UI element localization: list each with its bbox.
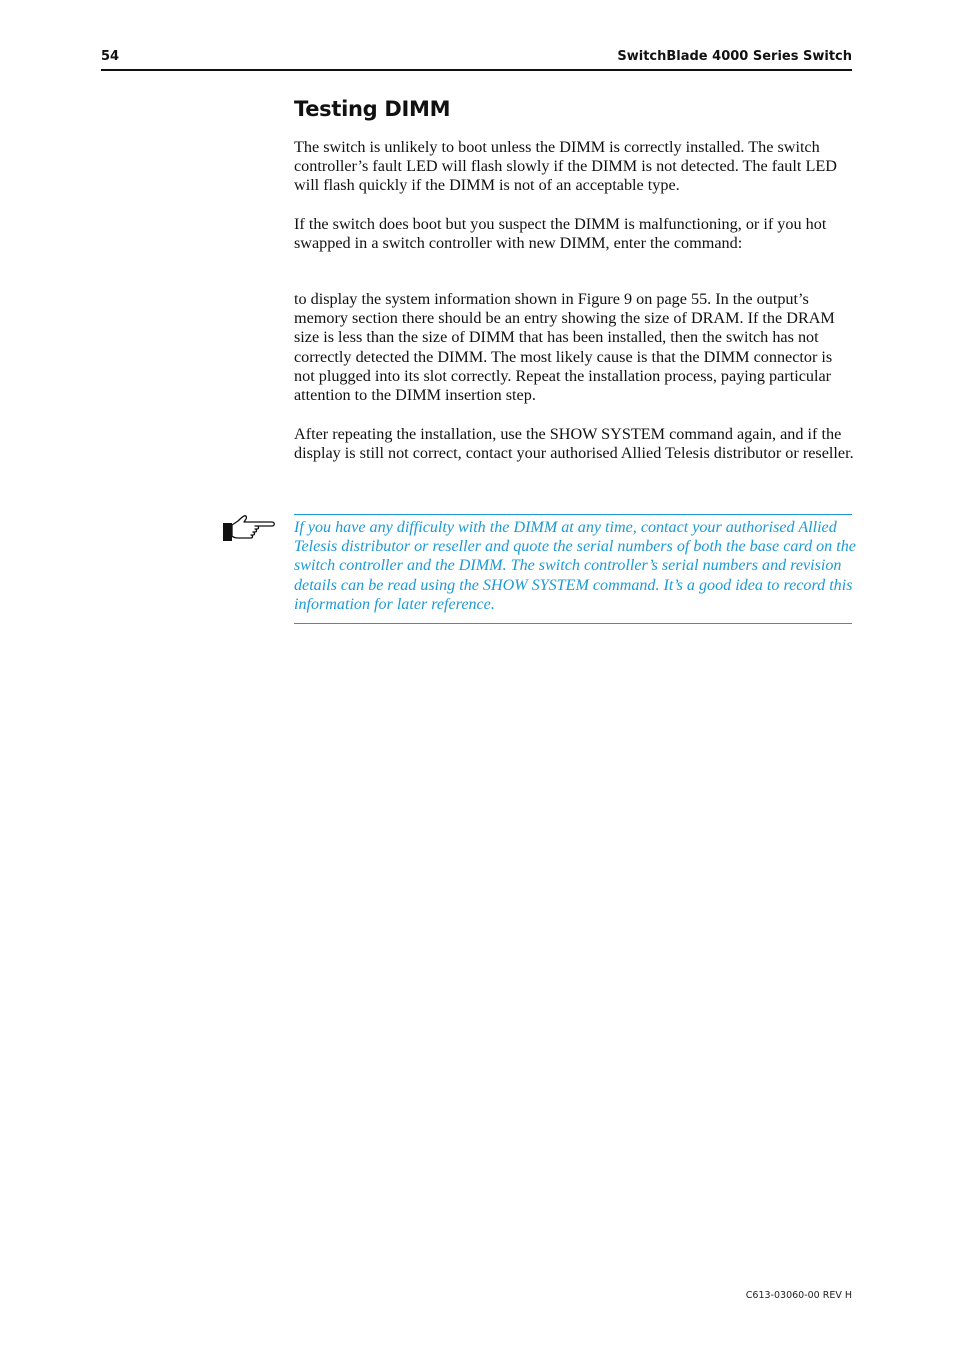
page-number: 54 <box>101 49 120 64</box>
section-title: Testing DIMM <box>294 97 451 121</box>
body-paragraph: After repeating the installation, use the SHOW SYSTEM command again, and if the display is still not correct, contact your authorised Allied Telesis distributor or reseller. <box>294 425 854 463</box>
note-box <box>294 514 856 624</box>
note-text: If you have any difficulty with the DIMM at any time, contact your authorised Allied Telesis distributor or reseller and quote the serial numbers of both the base card on the switch controller and the DIMM. The switch controller’s serial numbers and revision details can be read using the SHOW SYSTEM command. It’s a good idea to record this information for later reference. <box>294 519 856 613</box>
document-code: C613-03060-00 REV H <box>745 1290 852 1301</box>
page-header <box>101 47 852 71</box>
running-title: SwitchBlade 4000 Series Switch <box>617 49 852 64</box>
body-paragraph: If the switch does boot but you suspect the DIMM is malfunctioning, or if you hot swapped in a switch controller with new DIMM, enter the command: <box>294 215 827 253</box>
pointing-hand-icon <box>222 513 278 543</box>
body-paragraph: to display the system information shown in Figure 9 on page 55. In the output’s memory section there should be an entry showing the size of DRAM. If the DRAM size is less than the size of DIMM that has been installed, then the switch has not correctly detected the DIMM. The most likely cause is that the DIMM connector is not plugged into its slot correctly. Repeat the installation process, paying particular attention to the DIMM insertion step. <box>294 290 835 405</box>
body-paragraph: The switch is unlikely to boot unless the DIMM is correctly installed. The switch controller’s fault LED will flash slowly if the DIMM is not detected. The fault LED will flash quickly if the DIMM is not of an acceptable type. <box>294 138 837 195</box>
